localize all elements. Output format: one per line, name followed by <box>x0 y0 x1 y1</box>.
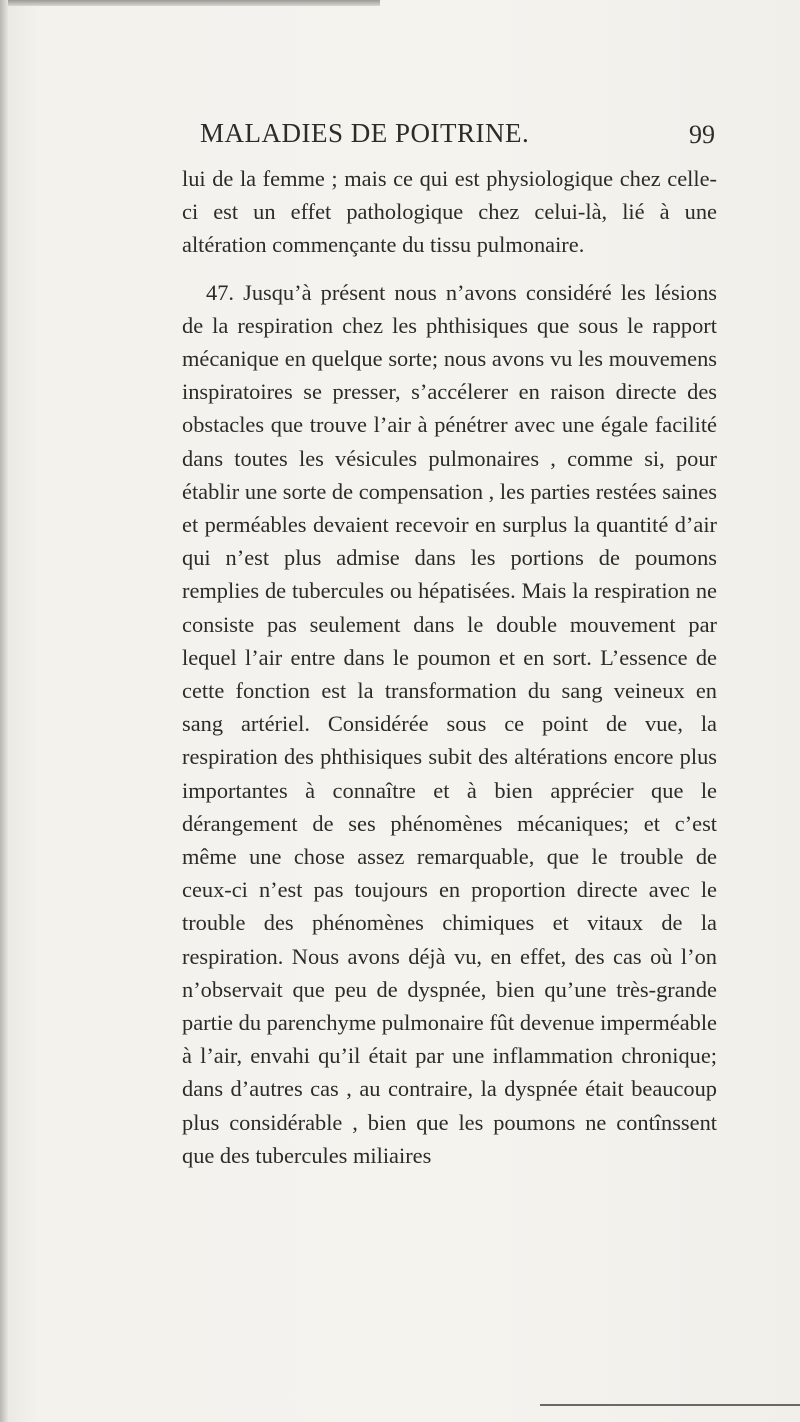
page-binding-shadow <box>0 0 8 1422</box>
page-top-edge-shadow <box>0 0 380 6</box>
paragraph-47: 47. Jusqu’à présent nous n’avons considéré les lésions de la respiration chez les phthisiques que sous le rapport mécanique en quelque sorte; nous avons vu les mouvemens inspiratoires se presser, s’accélerer en raison directe des obstacles que trouve l’air à pénétrer avec une égale facilité dans toutes les vésicules pulmonaires , comme si, pour établir une sorte de compensation , les parties restées saines et perméables devaient recevoir en surplus la quantité d’air qui n’est plus admise dans les portions de poumons remplies de tubercules ou hépatisées. Mais la respiration ne consiste pas seulement dans le double mouvement par lequel l’air entre dans le poumon et en sort. L’essence de cette fonction est la transformation du sang veineux en sang artériel. Considérée sous ce point de vue, la respiration des phthisiques subit des altérations encore plus importantes à connaître et à bien apprécier que le dérangement de ses phénomènes mécaniques; et c’est même une chose assez remarquable, que le trouble de ceux-ci n’est pas toujours en proportion directe avec le trouble des phénomènes chimiques et vitaux de la respiration. Nous avons déjà vu, en effet, des cas où l’on n’observait que peu de dyspnée, bien qu’une très-grande partie du parenchyme pulmonaire fût devenue imperméable à l’air, envahi qu’il était par une inflammation chronique; dans d’autres cas , au contraire, la dyspnée était beaucoup plus considérable , bien que les poumons ne contînssent que des tubercules miliaires <box>182 279 717 1168</box>
bottom-rule <box>540 1404 800 1406</box>
body-text <box>182 162 717 1172</box>
page-number: 99 <box>689 120 715 149</box>
paragraph-continuation: lui de la femme ; mais ce qui est physiologique chez celle-ci est un effet pathologique chez celui-là, lié à une altération commençante du tissu pulmonaire. <box>182 166 717 258</box>
running-header <box>200 118 715 158</box>
running-title: MALADIES DE POITRINE. <box>200 118 530 148</box>
